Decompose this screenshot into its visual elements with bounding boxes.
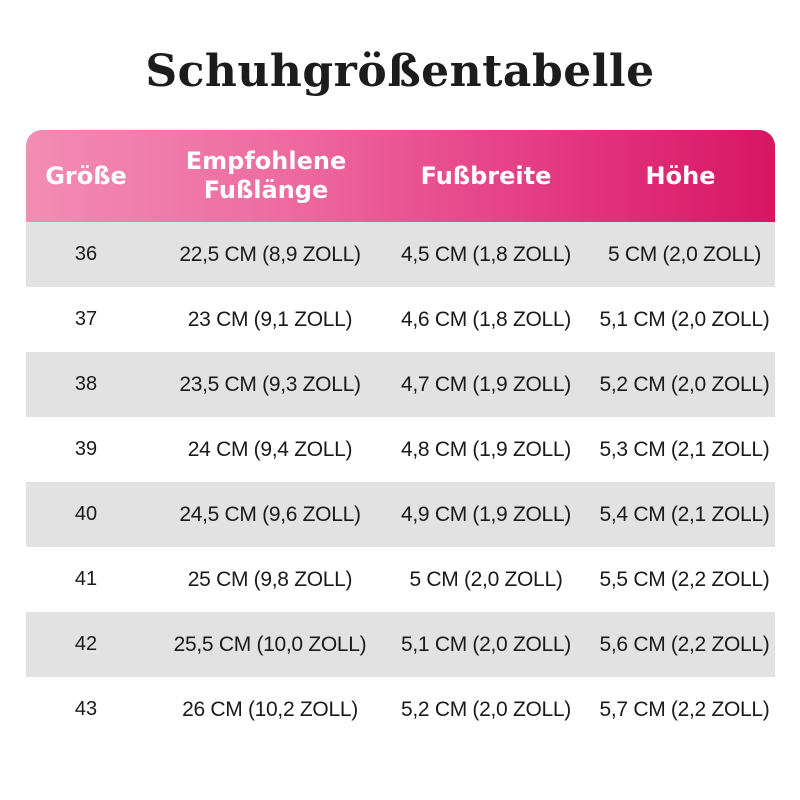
header-height: Höhe	[645, 161, 716, 190]
cell-height: 5,4 CM (2,1 ZOLL)	[599, 502, 770, 526]
cell-height: 5,1 CM (2,0 ZOLL)	[599, 307, 770, 331]
cell-foot-length: 24,5 CM (9,6 ZOLL)	[179, 502, 361, 526]
table-row	[26, 612, 775, 677]
cell-size: 42	[74, 633, 98, 655]
cell-height: 5,6 CM (2,2 ZOLL)	[599, 632, 770, 656]
cell-height: 5,3 CM (2,1 ZOLL)	[599, 437, 770, 461]
cell-foot-width: 5,2 CM (2,0 ZOLL)	[401, 697, 571, 721]
cell-foot-width: 5 CM (2,0 ZOLL)	[409, 567, 563, 591]
cell-height: 5,2 CM (2,0 ZOLL)	[599, 372, 770, 396]
table-header	[26, 130, 775, 222]
page-title: Schuhgrößentabelle	[145, 46, 655, 97]
cell-size: 41	[74, 568, 98, 590]
cell-foot-length: 23,5 CM (9,3 ZOLL)	[179, 372, 361, 396]
cell-size: 39	[74, 438, 98, 460]
table-row	[26, 547, 775, 612]
cell-foot-length: 22,5 CM (8,9 ZOLL)	[179, 242, 361, 266]
cell-size: 40	[74, 503, 98, 525]
cell-foot-width: 5,1 CM (2,0 ZOLL)	[401, 632, 571, 656]
cell-foot-length: 23 CM (9,1 ZOLL)	[187, 307, 353, 331]
cell-foot-width: 4,5 CM (1,8 ZOLL)	[401, 242, 571, 266]
cell-size: 36	[74, 243, 98, 265]
cell-foot-width: 4,9 CM (1,9 ZOLL)	[401, 502, 571, 526]
cell-size: 38	[74, 373, 98, 395]
cell-height: 5 CM (2,0 ZOLL)	[607, 242, 762, 266]
table-row	[26, 417, 775, 482]
header-size: Größe	[45, 161, 127, 190]
table-row	[26, 482, 775, 547]
cell-foot-length: 25 CM (9,8 ZOLL)	[187, 567, 353, 591]
cell-foot-width: 4,7 CM (1,9 ZOLL)	[401, 372, 571, 396]
cell-size: 43	[74, 698, 98, 720]
cell-foot-length: 24 CM (9,4 ZOLL)	[187, 437, 353, 461]
table-row	[26, 287, 775, 352]
table-row	[26, 677, 775, 742]
size-table	[26, 130, 775, 742]
cell-foot-length: 26 CM (10,2 ZOLL)	[182, 697, 358, 721]
cell-size: 37	[74, 308, 98, 330]
header-foot-length: Empfohlene Fußlänge	[185, 147, 347, 204]
cell-height: 5,7 CM (2,2 ZOLL)	[599, 697, 770, 721]
cell-height: 5,5 CM (2,2 ZOLL)	[599, 567, 770, 591]
header-foot-width: Fußbreite	[420, 161, 552, 190]
cell-foot-width: 4,8 CM (1,9 ZOLL)	[401, 437, 571, 461]
cell-foot-length: 25,5 CM (10,0 ZOLL)	[173, 632, 367, 656]
table-row	[26, 222, 775, 287]
table-row	[26, 352, 775, 417]
cell-foot-width: 4,6 CM (1,8 ZOLL)	[401, 307, 571, 331]
